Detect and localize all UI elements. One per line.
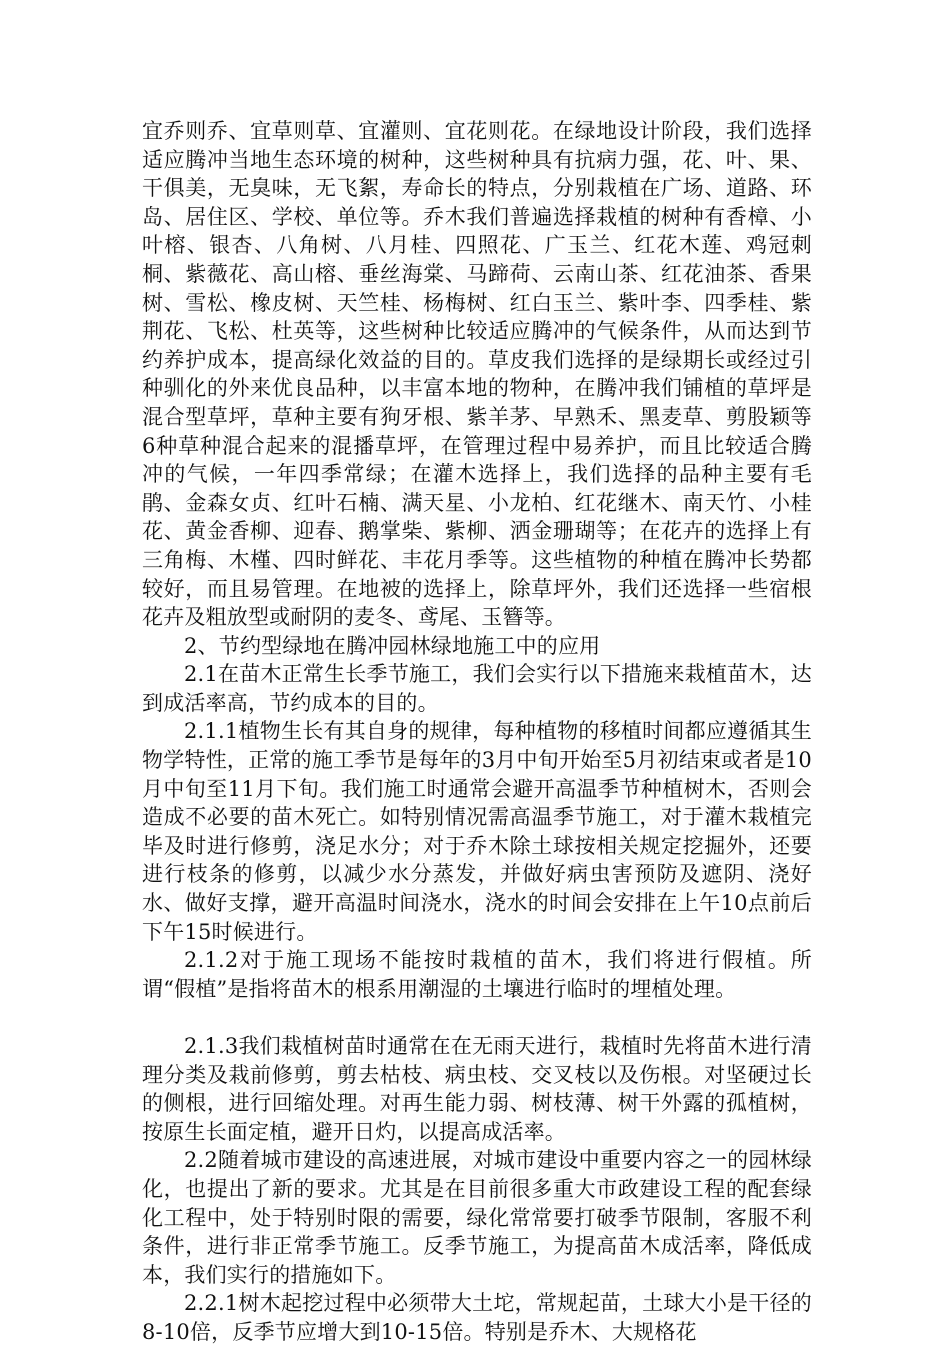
paragraph-2-1-1: 2.1.1植物生长有其自身的规律，每种植物的移植时间都应遵循其生物学特性，正常的施工季节是每年的3月中旬开始至5月初结束或者是10月中旬至11月下旬。我们施工时通常会避开高温季节种植树木，否则会造成不必要的苗木死亡。如特别情况需高温季节施工，对于灌木栽植完毕及时进行修剪，浇足水分；对于乔木除土球按相关规定挖掘外，还要进行枝条的修剪，以减少水分蒸发，并做好病虫害预防及遮阴、浇好水、做好支撑，避开高温时间浇水，浇水的时间会安排在上午10点前后下午15时候进行。 xyxy=(142,719,812,944)
blank-line xyxy=(142,1003,812,1032)
paragraph-2-2-1: 2.2.1树木起挖过程中必须带大土坨，常规起苗，土球大小是干径的8-10倍，反季节应增大到10-15倍。特别是乔木、大规格花 xyxy=(142,1291,812,1344)
section-heading-2: 2、节约型绿地在腾冲园林绿地施工中的应用 xyxy=(184,633,601,658)
paragraph-2-1-3: 2.1.3我们栽植树苗时通常在在无雨天进行，栽植时先将苗木进行清理分类及栽前修剪，剪去枯枝、病虫枝、交叉枝以及伤根。对坚硬过长的侧根，进行回缩处理。对再生能力弱、树枝薄、树干外露的孤植树，按原生长面定植，避开日灼，以提高成活率。 xyxy=(142,1034,812,1144)
paragraph-2-1-2: 2.1.2对于施工现场不能按时栽植的苗木，我们将进行假植。所谓“假植”是指将苗木的根系用潮湿的土壤进行临时的埋植处理。 xyxy=(142,948,812,1001)
paragraph-2-1: 2.1在苗木正常生长季节施工，我们会实行以下措施来栽植苗木，达到成活率高，节约成本的目的。 xyxy=(142,662,812,715)
document-page xyxy=(142,117,812,1347)
paragraph-2-2: 2.2随着城市建设的高速进展，对城市建设中重要内容之一的园林绿化，也提出了新的要求。尤其是在目前很多重大市政建设工程的配套绿化工程中，处于特别时限的需要，绿化常常要打破季节限制，客服不利条件，进行非正常季节施工。反季节施工，为提高苗木成活率，降低成本，我们实行的措施如下。 xyxy=(142,1148,812,1287)
paragraph-plant-selection: 宜乔则乔、宜草则草、宜灌则、宜花则花。在绿地设计阶段，我们选择适应腾冲当地生态环境的树种，这些树种具有抗病力强，花、叶、果、干俱美，无臭味，无飞絮，寿命长的特点，分别栽植在广场、道路、环岛、居住区、学校、单位等。乔木我们普遍选择栽植的树种有香樟、小叶榕、银杏、八角树、八月桂、四照花、广玉兰、红花木莲、鸡冠刺桐、紫薇花、高山榕、垂丝海棠、马蹄荷、云南山茶、红花油茶、香果树、雪松、橡皮树、天竺桂、杨梅树、红白玉兰、紫叶李、四季桂、紫荆花、飞松、杜英等，这些树种比较适应腾冲的气候条件，从而达到节约养护成本，提高绿化效益的目的。草皮我们选择的是绿期长或经过引种驯化的外来优良品种，以丰富本地的物种，在腾冲我们铺植的草坪是混合型草坪，草种主要有狗牙根、紫羊茅、早熟禾、黑麦草、剪股颖等6种草种混合起来的混播草坪，在管理过程中易养护，而且比较适合腾冲的气候，一年四季常绿；在灌木选择上，我们选择的品种主要有毛鹃、金森女贞、红叶石楠、满天星、小龙柏、红花继木、南天竹、小桂花、黄金香柳、迎春、鹅掌柴、紫柳、洒金珊瑚等；在花卉的选择上有三角梅、木槿、四时鲜花、丰花月季等。这些植物的种植在腾冲长势都较好，而且易管理。在地被的选择上，除草坪外，我们还选择一些宿根花卉及粗放型或耐阴的麦冬、鸢尾、玉簪等。 xyxy=(142,119,812,630)
